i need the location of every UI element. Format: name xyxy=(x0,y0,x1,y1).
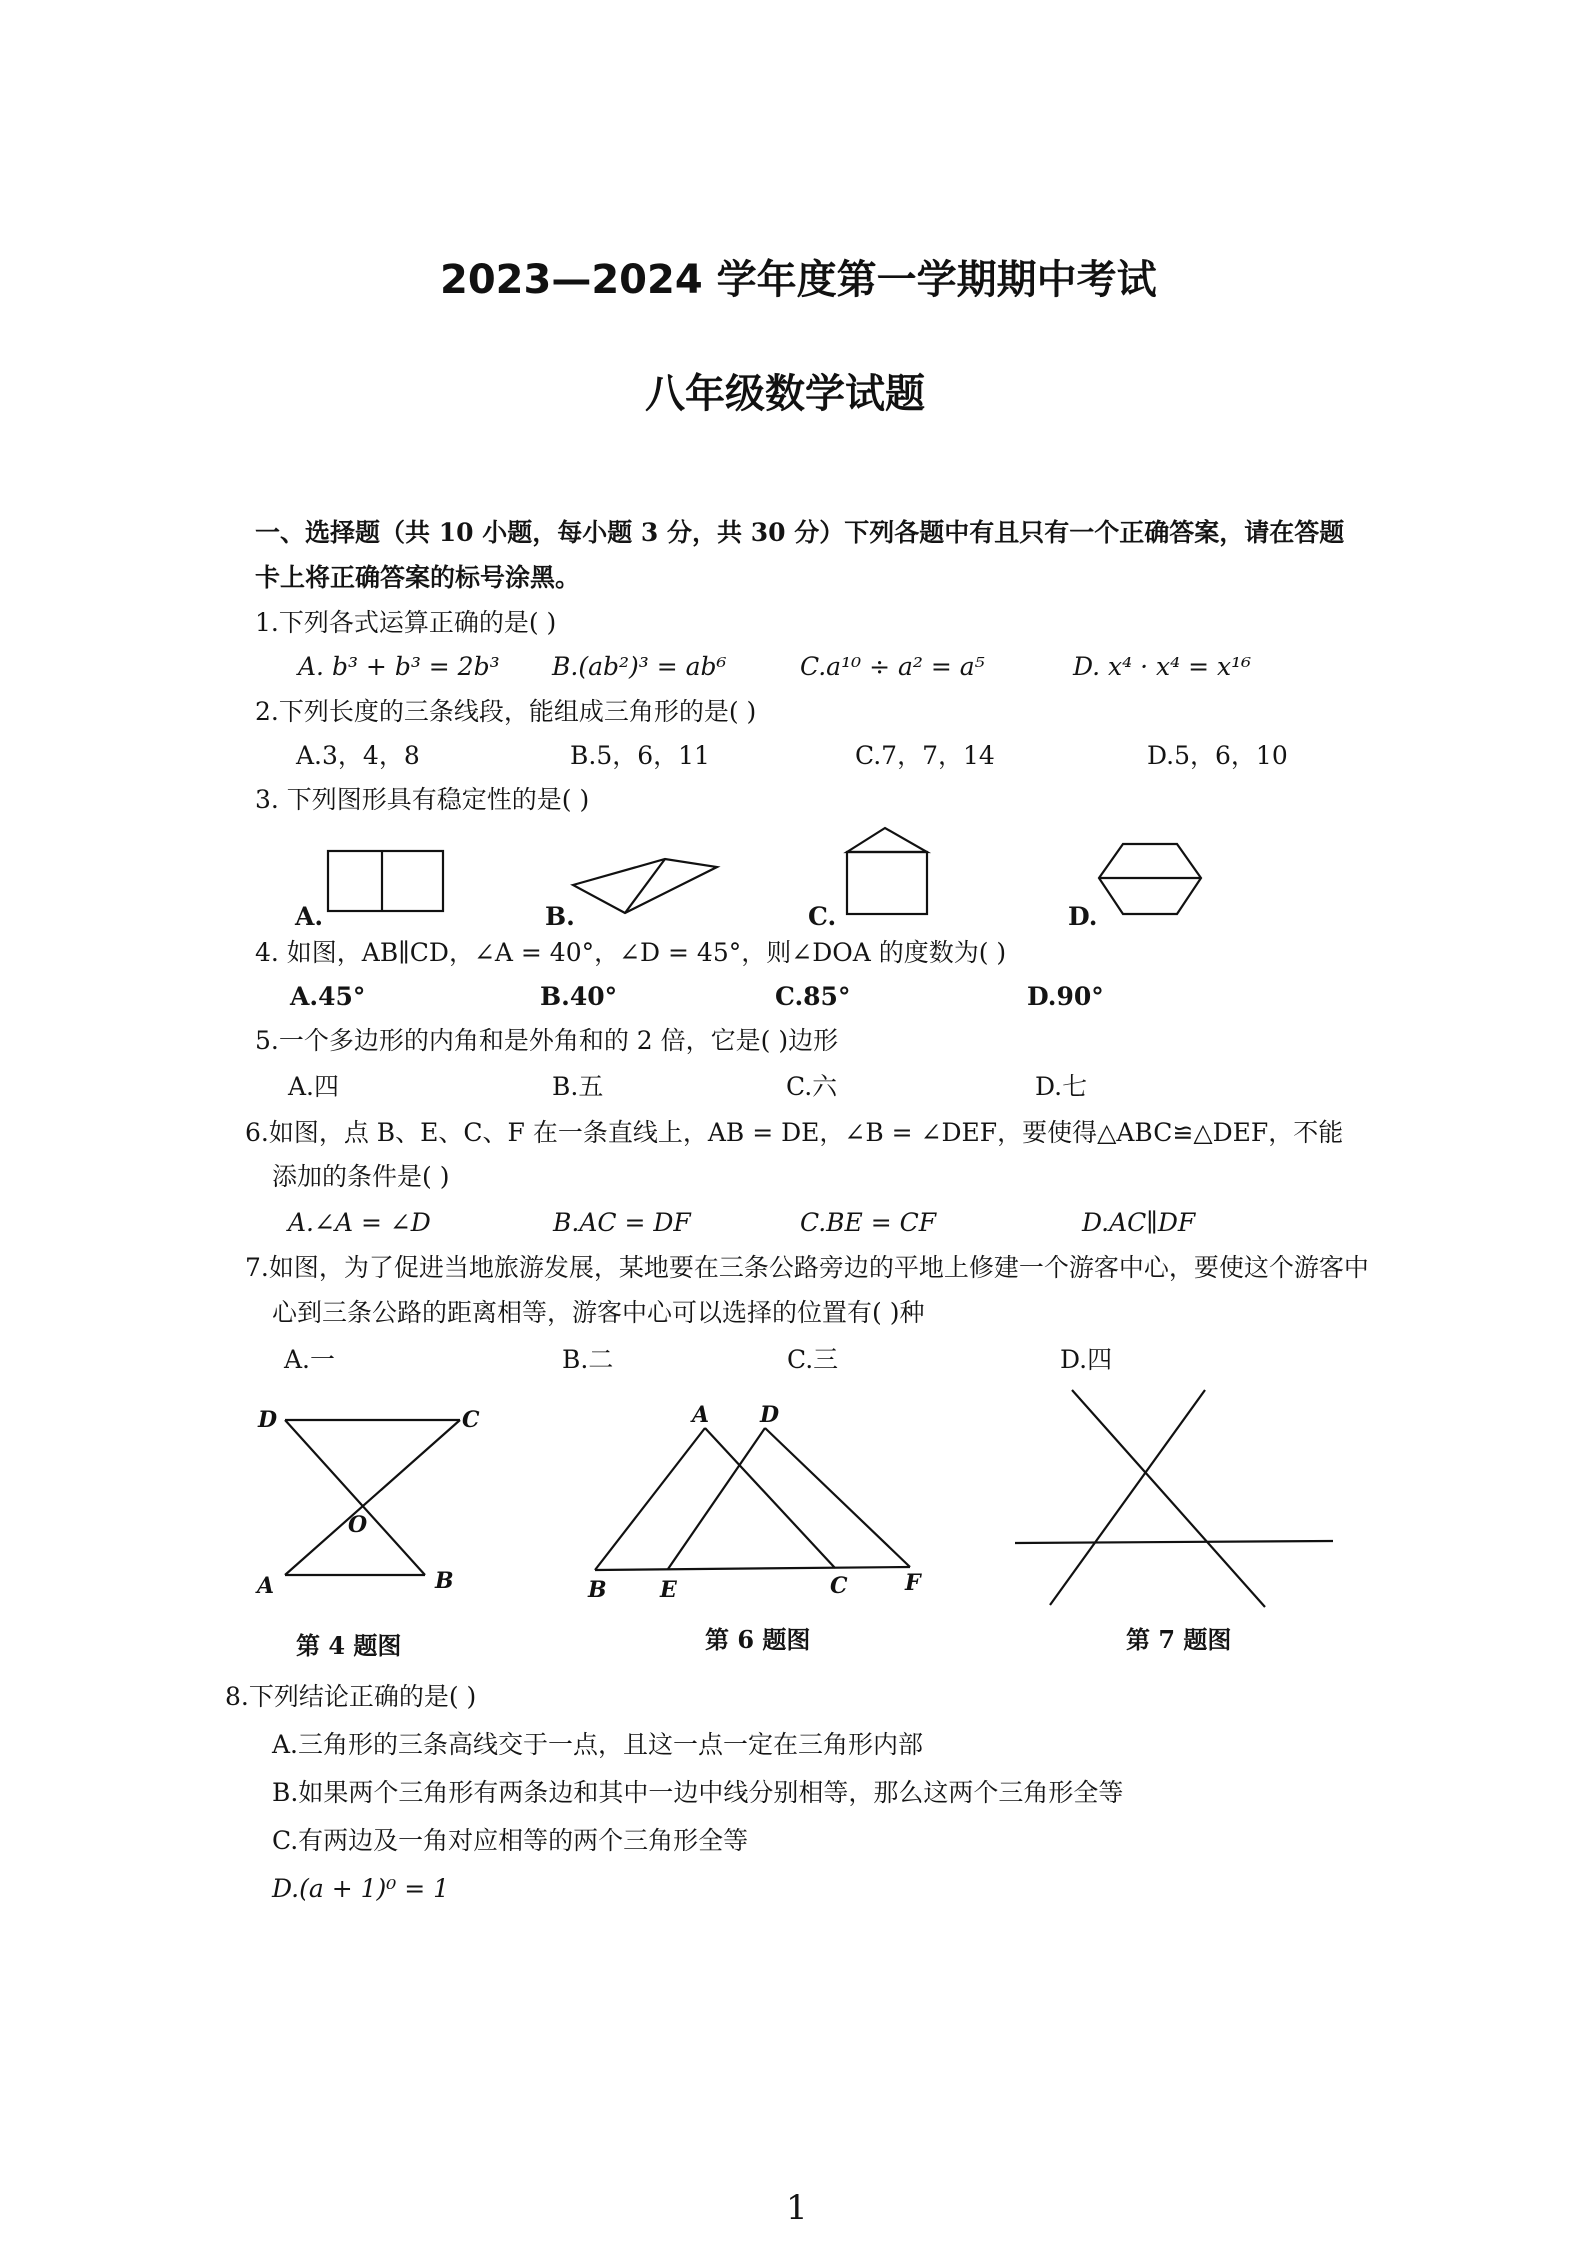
section-instruction-line2: 卡上将正确答案的标号涂黑。 xyxy=(255,563,581,592)
question-3-stem: 3. 下列图形具有稳定性的是( ) xyxy=(255,785,590,814)
figure-4-label-d: D xyxy=(258,1407,278,1433)
question-6-option-b: B.AC = DF xyxy=(553,1208,691,1237)
question-2-option-d: D.5，6，10 xyxy=(1147,741,1288,770)
page-number: 1 xyxy=(786,2188,808,2228)
figure-6-line-bf xyxy=(595,1567,910,1570)
question-1-stem: 1.下列各式运算正确的是( ) xyxy=(255,608,557,637)
figure-7-diagram xyxy=(1010,1385,1340,1615)
question-8-option-d: D.(a + 1)⁰ = 1 xyxy=(272,1874,450,1903)
figure-6-label-e: E xyxy=(660,1577,677,1603)
figure-4-caption: 第 4 题图 xyxy=(296,1631,402,1660)
question-3-figure-d xyxy=(1095,838,1205,928)
figure-4-label-o: O xyxy=(348,1512,368,1538)
question-5-option-a: A.四 xyxy=(288,1072,340,1101)
question-3-figure-c xyxy=(835,822,945,922)
question-5-option-c: C.六 xyxy=(786,1072,838,1101)
question-8-option-b: B.如果两个三角形有两条边和其中一边中线分别相等，那么这两个三角形全等 xyxy=(272,1778,1124,1807)
question-7-option-c: C.三 xyxy=(787,1345,839,1374)
figure-6-label-a: A xyxy=(692,1402,710,1428)
question-7-stem-line2: 心到三条公路的距离相等，游客中心可以选择的位置有( )种 xyxy=(272,1298,925,1327)
figure-6-label-d: D xyxy=(760,1402,780,1428)
question-1-option-a: A. b³ + b³ = 2b³ xyxy=(298,652,500,681)
question-2-stem: 2.下列长度的三条线段，能组成三角形的是( ) xyxy=(255,697,757,726)
question-6-stem-line1: 6.如图，点 B、E、C、F 在一条直线上，AB = DE，∠B = ∠DEF，要使得△ABC≌△DEF，不能 xyxy=(245,1118,1344,1147)
question-7-option-d: D.四 xyxy=(1060,1345,1113,1374)
question-1-option-b: B.(ab²)³ = ab⁶ xyxy=(552,652,727,681)
question-2-option-a: A.3，4，8 xyxy=(296,741,420,770)
figure-6-label-f: F xyxy=(905,1570,921,1596)
question-2-option-b: B.5，6，11 xyxy=(570,741,710,770)
question-7-stem-line1: 7.如图，为了促进当地旅游发展，某地要在三条公路旁边的平地上修建一个游客中心，要使这个游客中 xyxy=(245,1253,1369,1282)
figure-4-label-a: A xyxy=(257,1573,275,1599)
figure-6-segment-ab xyxy=(595,1428,705,1570)
question-3-figure-a xyxy=(320,845,450,915)
figure-6-segment-df xyxy=(765,1428,910,1567)
question-7-option-b: B.二 xyxy=(562,1345,614,1374)
question-8-stem: 8.下列结论正确的是( ) xyxy=(225,1682,477,1711)
question-4-option-b: B.40° xyxy=(540,982,618,1011)
question-3-option-c-label: C. xyxy=(808,902,837,931)
question-6-option-a: A.∠A = ∠D xyxy=(288,1208,431,1237)
figure-4-label-c: C xyxy=(462,1407,480,1433)
figure-6-segment-de xyxy=(668,1428,765,1569)
figure-4-diagram xyxy=(250,1400,510,1600)
figure-6-diagram xyxy=(580,1400,940,1603)
question-3-option-d-label: D. xyxy=(1068,902,1098,931)
question-4-option-a: A.45° xyxy=(290,982,366,1011)
figure-7-caption: 第 7 题图 xyxy=(1126,1625,1232,1654)
section-instruction-line1: 一、选择题（共 10 小题，每小题 3 分，共 30 分）下列各题中有且只有一个正确答案，请在答题 xyxy=(255,518,1345,547)
figure-4-label-b: B xyxy=(435,1568,454,1594)
question-4-option-c: C.85° xyxy=(775,982,851,1011)
figure-4-segment-db xyxy=(285,1420,425,1575)
question-5-option-b: B.五 xyxy=(552,1072,604,1101)
figure-6-label-b: B xyxy=(588,1577,607,1603)
figure-4-segment-ca xyxy=(285,1420,460,1575)
question-4-option-d: D.90° xyxy=(1027,982,1104,1011)
question-3-option-a-label: A. xyxy=(295,902,324,931)
question-6-option-d: D.AC∥DF xyxy=(1082,1208,1196,1237)
figure-6-label-c: C xyxy=(830,1573,848,1599)
question-5-stem: 5.一个多边形的内角和是外角和的 2 倍，它是( )边形 xyxy=(255,1026,839,1055)
question-3-figure-b xyxy=(565,845,725,925)
question-2-option-c: C.7，7，14 xyxy=(855,741,995,770)
figure-7-road-horizontal xyxy=(1015,1541,1333,1543)
exam-subtitle: 八年级数学试题 xyxy=(645,371,925,417)
question-4-stem: 4. 如图，AB∥CD，∠A = 40°，∠D = 45°，则∠DOA 的度数为( ) xyxy=(255,938,1007,967)
figure-7-road-right xyxy=(1072,1390,1265,1607)
question-8-option-a: A.三角形的三条高线交于一点，且这一点一定在三角形内部 xyxy=(272,1730,924,1759)
question-3-option-b-label: B. xyxy=(545,902,575,931)
question-8-option-c: C.有两边及一角对应相等的两个三角形全等 xyxy=(272,1826,749,1855)
figure-6-caption: 第 6 题图 xyxy=(705,1625,811,1654)
question-6-option-c: C.BE = CF xyxy=(800,1208,937,1237)
question-1-option-d: D. x⁴ · x⁴ = x¹⁶ xyxy=(1073,652,1252,681)
question-7-option-a: A.一 xyxy=(284,1345,336,1374)
exam-title: 2023—2024 学年度第一学期期中考试 xyxy=(440,257,1157,303)
figure-6-segment-ac xyxy=(705,1428,835,1568)
question-6-stem-line2: 添加的条件是( ) xyxy=(272,1162,450,1191)
question-1-option-c: C.a¹⁰ ÷ a² = a⁵ xyxy=(800,652,985,681)
question-5-option-d: D.七 xyxy=(1035,1072,1088,1101)
figure-7-road-left xyxy=(1050,1390,1205,1605)
